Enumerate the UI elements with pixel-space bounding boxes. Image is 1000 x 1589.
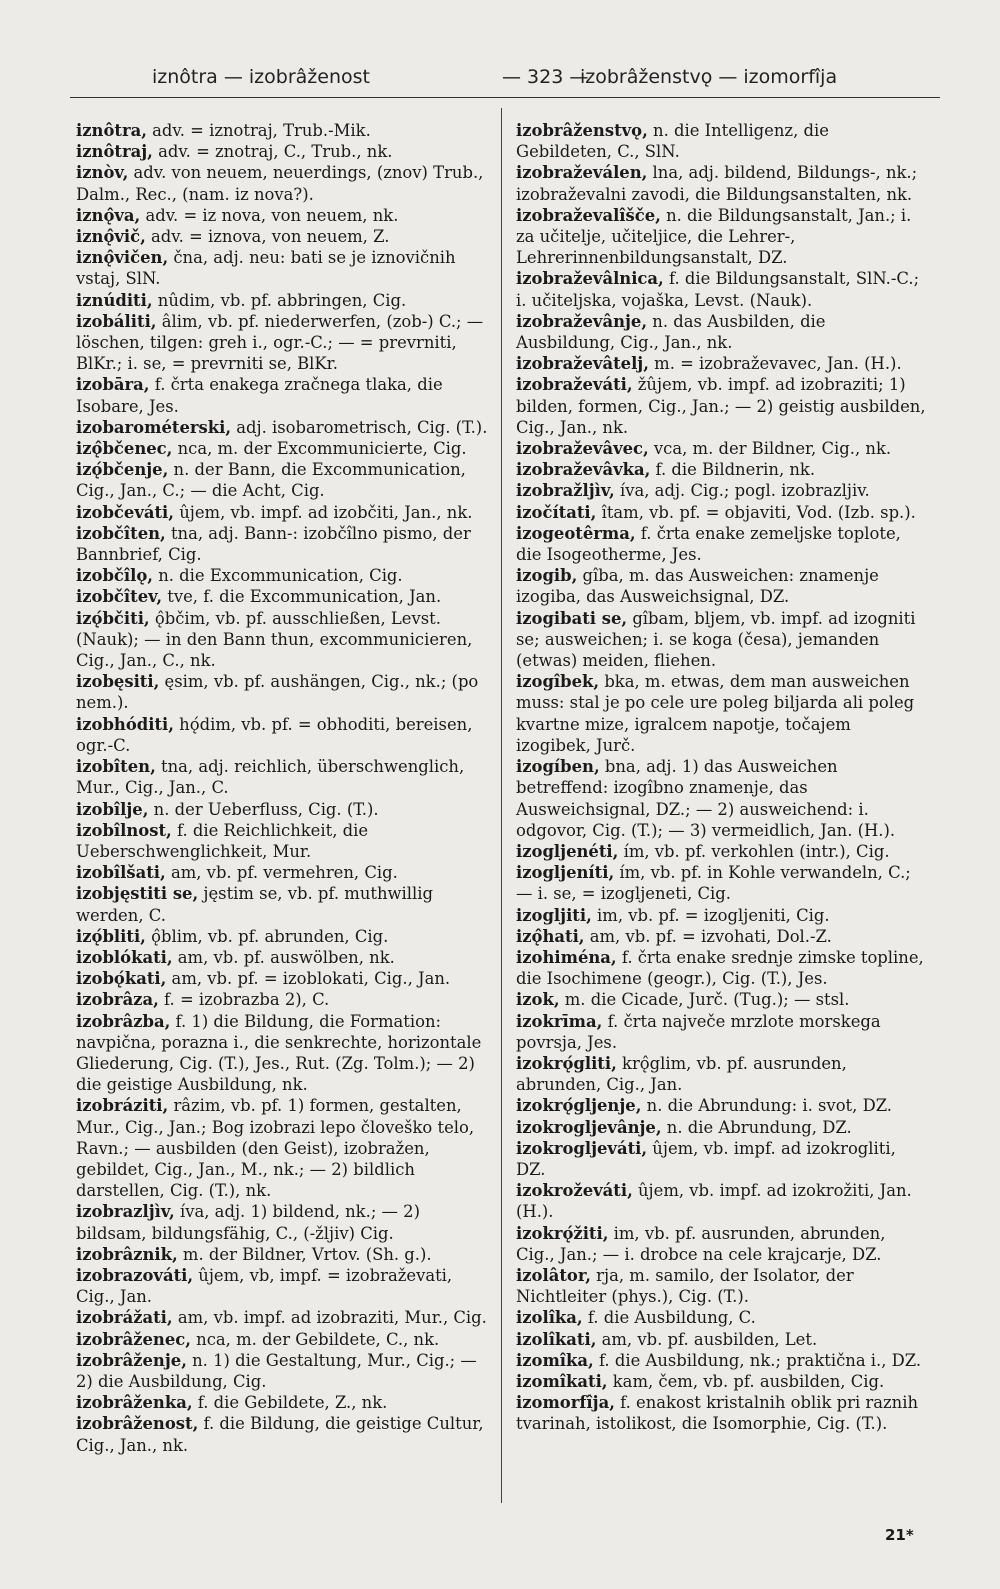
dictionary-entry: [516, 1223, 928, 1265]
dictionary-entry: [76, 459, 488, 501]
entry-headword: izokrǫ́gliti,: [516, 1053, 617, 1073]
entry-definition: ûjem, vb. impf. ad izobčiti, Jan., nk.: [173, 502, 473, 522]
dictionary-entry: [76, 1413, 488, 1455]
dictionary-entry: [516, 502, 928, 523]
entry-definition: âlim, vb. pf. niederwerfen, (zob-) C.; — löschen, tilgen: greh i., ogr.-C.; — = prevrniti, BlKr.; i. se, = prevrniti se, BlKr.: [76, 311, 484, 374]
page-number: — 323 —: [502, 66, 589, 88]
entry-definition: bka, m. etwas, dem man ausweichen muss: stal je po cele ure poleg biljarda ali poleg kvartne mize, igralcem napotje, točajem izogibek, Jurč.: [516, 672, 915, 755]
dictionary-entry: [76, 1350, 488, 1392]
entry-definition: f. die Bildungsanstalt, SlN.-C.; i. učiteljska, vojaška, Levst. (Nauk).: [516, 269, 920, 310]
dictionary-entry: [516, 671, 928, 756]
entry-headword: iznôtra,: [76, 121, 147, 140]
entry-definition: f. die Bildung, die geistige Cultur, Cig., Jan., nk.: [76, 1414, 484, 1455]
entry-definition: n. die Abrundung: i. svot, DZ.: [641, 1096, 893, 1116]
entry-definition: n. die Abrundung, DZ.: [661, 1117, 852, 1137]
entry-headword: izobrazováti,: [76, 1265, 194, 1285]
entry-headword: izobáliti,: [76, 311, 157, 331]
entry-definition: nûdim, vb. pf. abbringen, Cig.: [152, 290, 407, 310]
entry-definition: am, vb. pf. auswölben, nk.: [172, 947, 395, 967]
entry-headword: izobîlšati,: [76, 863, 166, 883]
dictionary-entry: [76, 565, 488, 586]
entry-definition: f. črta enake zemeljske toplote, die Isogeotherme, Jes.: [516, 523, 901, 565]
dictionary-entry: [516, 162, 928, 204]
entry-definition: nca, m. der Excommunicierte, Cig.: [172, 439, 467, 459]
entry-definition: tna, adj. reichlich, überschwenglich, Mur., Cig., Jan., C.: [76, 757, 465, 798]
dictionary-entry: [516, 268, 928, 310]
entry-headword: izobîlnost,: [76, 820, 172, 840]
entry-definition: ûjem, vb. impf. ad izokrogliti, DZ.: [516, 1138, 896, 1179]
dictionary-entry: [76, 1011, 488, 1096]
entry-headword: izogíben,: [516, 757, 600, 777]
dictionary-entry: [516, 926, 928, 947]
dictionary-entry: [516, 1329, 928, 1350]
entry-definition: íva, adj. Cig.; pogl. izobrazljiv.: [614, 481, 870, 501]
entry-headword: izobrâženec,: [76, 1329, 191, 1349]
entry-definition: vca, m. der Bildner, Cig., nk.: [648, 439, 892, 459]
entry-headword: izogibati se,: [516, 608, 628, 628]
entry-headword: izobčîten,: [76, 523, 166, 543]
dictionary-entry: [516, 1350, 928, 1371]
entry-headword: izogljeníti,: [516, 863, 615, 883]
entry-headword: izobrážati,: [76, 1308, 173, 1328]
entry-headword: izokroževáti,: [516, 1181, 633, 1201]
entry-headword: izobčîtev,: [76, 587, 163, 607]
entry-headword: izobāra,: [76, 375, 150, 395]
dictionary-entry: [516, 1180, 928, 1222]
entry-definition: gîba, m. das Ausweichen: znamenje izogiba, das Ausweichsignal, DZ.: [516, 566, 879, 607]
dictionary-entry: [516, 1138, 928, 1180]
entry-headword: izogeotêrma,: [516, 523, 636, 543]
entry-definition: f. die Ausbildung, C.: [582, 1308, 756, 1328]
entry-headword: izobjęstiti se,: [76, 884, 199, 904]
entry-definition: m. der Bildner, Vrtov. (Sh. g.).: [177, 1244, 432, 1264]
dictionary-entry: [76, 523, 488, 565]
entry-headword: iznúditi,: [76, 290, 153, 310]
entry-definition: ím, vb. pf. in Kohle verwandeln, C.; — i. se, = izogljeneti, Cig.: [516, 863, 911, 904]
dictionary-entry: [516, 608, 928, 672]
entry-definition: am, vb. pf. ausbilden, Let.: [596, 1329, 818, 1349]
entry-definition: gîbam, bljem, vb. impf. ad izogniti se; ausweichen; i. se koga (česa), jemanden (etwas) meiden, fliehen.: [516, 608, 916, 671]
entry-headword: izobhóditi,: [76, 714, 174, 734]
entry-definition: ǫ̂blim, vb. pf. abrunden, Cig.: [145, 926, 389, 946]
entry-headword: izobraževalîšče,: [516, 205, 661, 225]
entry-headword: izobraževálen,: [516, 163, 648, 183]
entry-definition: adv. = iznova, von neuem, Z.: [145, 227, 390, 247]
entry-headword: izobráziti,: [76, 1096, 169, 1116]
dictionary-entry: [76, 671, 488, 713]
entry-definition: jęstim se, vb. pf. muthwillig werden, C.: [76, 884, 434, 925]
entry-definition: n. der Ueberfluss, Cig. (T.).: [148, 799, 379, 819]
entry-headword: izobęsiti,: [76, 672, 160, 692]
dictionary-entry: [76, 989, 488, 1010]
entry-definition: am, vb. pf. = izvohati, Dol.-Z.: [584, 926, 832, 946]
entry-definition: im, vb. pf. = izogljeniti, Cig.: [591, 905, 830, 925]
dictionary-entry: [76, 1244, 488, 1265]
dictionary-entry: [516, 947, 928, 989]
entry-headword: izokrogljeváti,: [516, 1138, 648, 1158]
entry-headword: izobraževâvka,: [516, 460, 651, 480]
entry-headword: izobrâznik,: [76, 1244, 178, 1264]
entry-headword: izobîten,: [76, 757, 156, 777]
entry-headword: iznôtraj,: [76, 142, 153, 162]
entry-headword: izobrâženost,: [76, 1414, 199, 1434]
entry-headword: izǫ̂hati,: [516, 926, 585, 946]
dictionary-entry: [516, 1053, 928, 1095]
entry-definition: tve, f. die Excommunication, Jan.: [162, 587, 442, 607]
entry-definition: m. = izobraževavec, Jan. (H.).: [648, 354, 902, 374]
dictionary-entry: [516, 989, 928, 1010]
dictionary-entry: [516, 459, 928, 480]
entry-headword: izobrâženka,: [76, 1393, 193, 1413]
dictionary-entry: [516, 905, 928, 926]
dictionary-entry: [516, 1011, 928, 1053]
right-column: [516, 120, 928, 1435]
dictionary-entry: [76, 799, 488, 820]
entry-definition: m. die Cicade, Jurč. (Tug.); — stsl.: [559, 990, 850, 1010]
entry-headword: izohiména,: [516, 947, 617, 967]
left-column: [76, 120, 488, 1456]
entry-definition: f. črta enake srednje zimske topline, die Isochimene (geogr.), Cig. (T.), Jes.: [516, 947, 924, 989]
dictionary-entry: [516, 862, 928, 904]
entry-headword: izolâtor,: [516, 1265, 591, 1285]
dictionary-entry: [76, 1329, 488, 1350]
dictionary-entry: [76, 374, 488, 416]
entry-headword: izogîbek,: [516, 672, 600, 692]
entry-definition: n. 1) die Gestaltung, Mur., Cig.; — 2) die Ausbildung, Cig.: [76, 1350, 477, 1391]
dictionary-entry: [516, 1392, 928, 1434]
entry-definition: adv. = znotraj, C., Trub., nk.: [152, 142, 393, 162]
entry-headword: izokrǫ́žiti,: [516, 1223, 609, 1243]
entry-headword: izomorfîja,: [516, 1393, 615, 1413]
entry-definition: am, vb. pf. = izoblokati, Cig., Jan.: [166, 969, 451, 989]
entry-definition: ûjem, vb, impf. = izobraževati, Cig., Jan.: [76, 1265, 453, 1307]
entry-definition: krǫ̂glim, vb. pf. ausrunden, abrunden, Cig., Jan.: [516, 1053, 847, 1095]
entry-definition: f. enakost kristalnih oblik pri raznih tvarinah, istolikost, die Isomorphie, Cig. (T.).: [516, 1393, 919, 1434]
entry-definition: ǫ̂bčim, vb. pf. ausschließen, Levst. (Nauk); — in den Bann thun, excommunicieren, Cig., Jan., C., nk.: [76, 608, 473, 671]
header-rule: [70, 97, 940, 98]
entry-definition: îtam, vb. pf. = objaviti, Vod. (Izb. sp.).: [596, 502, 916, 522]
dictionary-entry: [76, 926, 488, 947]
entry-definition: am, vb. pf. vermehren, Cig.: [165, 863, 398, 883]
entry-headword: iznǫ̂va,: [76, 205, 141, 225]
entry-definition: f. črta največe mrzlote morskega povrsja, Jes.: [516, 1011, 881, 1052]
dictionary-entry: [76, 756, 488, 798]
entry-definition: adv. = iznotraj, Trub.-Mik.: [146, 121, 371, 140]
entry-definition: bna, adj. 1) das Ausweichen betreffend: izogîbno znamenje, das Ausweichsignal, DZ.; — 2) ausweichend: i. odgovor, Cig. (T.); — 3) vermeidlich, Jan. (H.).: [516, 757, 896, 840]
entry-definition: kam, čem, vb. pf. ausbilden, Cig.: [607, 1371, 885, 1391]
entry-headword: izobrâzba,: [76, 1011, 171, 1031]
dictionary-entry: [516, 1117, 928, 1138]
entry-definition: f. črta enakega zračnega tlaka, die Isobare, Jes.: [76, 375, 443, 416]
entry-headword: izobǫ́kati,: [76, 969, 167, 989]
entry-definition: râzim, vb. pf. 1) formen, gestalten, Mur., Cig., Jan.; Bog izobrazi lepo človeško telo, Ravn.; — ausbilden (den Geist), izobražen, gebildet, Cig., Jan., M., nk.; — 2) bildlich darstellen, Cig. (T.), nk.: [76, 1096, 475, 1201]
entry-headword: izolîkati,: [516, 1329, 597, 1349]
entry-headword: izobarométerski,: [76, 417, 232, 437]
dictionary-entry: [76, 205, 488, 226]
entry-definition: n. die Bildungsanstalt, Jan.; i. za učitelje, učiteljice, die Lehrer-, Lehrerinnenbildungsanstalt, DZ.: [516, 205, 912, 268]
entry-headword: izobraževáti,: [516, 375, 633, 395]
dictionary-entry: [76, 1265, 488, 1307]
entry-definition: žûjem, vb. impf. ad izobraziti; 1) bilden, formen, Cig., Jan.; — 2) geistig ausbilden, Cig., Jan., nk.: [516, 375, 926, 437]
entry-headword: izǫ́bčenje,: [76, 460, 169, 480]
entry-headword: izobčîlǫ,: [76, 566, 153, 586]
dictionary-entry: [76, 311, 488, 375]
entry-headword: izobražljìv,: [516, 481, 615, 501]
dictionary-entry: [76, 947, 488, 968]
dictionary-entry: [76, 1095, 488, 1201]
entry-definition: tna, adj. Bann-: izobčîlno pismo, der Bannbrief, Cig.: [76, 523, 471, 565]
dictionary-entry: [76, 502, 488, 523]
dictionary-entry: [516, 374, 928, 438]
entry-definition: adj. isobarometrisch, Cig. (T.).: [231, 417, 488, 437]
dictionary-entry: [516, 1371, 928, 1392]
entry-headword: izobčeváti,: [76, 502, 174, 522]
entry-headword: izok,: [516, 990, 560, 1010]
header-right-range: izobrâženstvǫ — izomorfîja: [580, 66, 838, 88]
dictionary-entry: [76, 226, 488, 247]
entry-headword: izogljenéti,: [516, 841, 619, 861]
entry-headword: izobraževâlnica,: [516, 269, 664, 289]
entry-headword: iznǫ̂vič,: [76, 227, 146, 247]
entry-definition: čna, adj. neu: bati se je iznovičnih vstaj, SlN.: [76, 248, 456, 289]
entry-definition: f. die Bildnerin, nk.: [650, 460, 816, 480]
dictionary-entry: [76, 120, 488, 141]
entry-definition: ím, vb. pf. verkohlen (intr.), Cig.: [618, 841, 890, 861]
dictionary-entry: [76, 820, 488, 862]
dictionary-entry: [76, 883, 488, 925]
dictionary-entry: [76, 141, 488, 162]
entry-headword: izobrâženje,: [76, 1350, 187, 1370]
entry-headword: izobîlje,: [76, 799, 149, 819]
dictionary-entry: [516, 353, 928, 374]
dictionary-entry: [516, 311, 928, 353]
entry-definition: n. das Ausbilden, die Ausbildung, Cig., Jan., nk.: [516, 311, 826, 353]
dictionary-entry: [76, 162, 488, 204]
dictionary-entry: [76, 247, 488, 289]
entry-headword: izǫ̂bčenec,: [76, 439, 173, 459]
entry-definition: ûjem, vb. impf. ad izokrožiti, Jan. (H.).: [516, 1181, 912, 1222]
entry-headword: izokrǫ́gljenje,: [516, 1096, 642, 1116]
entry-definition: am, vb. impf. ad izobraziti, Mur., Cig.: [172, 1308, 487, 1328]
entry-headword: izogib,: [516, 566, 578, 586]
page-header: [70, 60, 930, 96]
entry-definition: im, vb. pf. ausrunden, abrunden, Cig., Jan.; — i. drobce na cele krajcarje, DZ.: [516, 1223, 886, 1264]
dictionary-entry: [76, 968, 488, 989]
dictionary-entry: [76, 438, 488, 459]
entry-definition: hǫ́dim, vb. pf. = obhoditi, bereisen, ogr.-C.: [76, 714, 473, 755]
dictionary-entry: [76, 290, 488, 311]
entry-headword: izobraževânje,: [516, 311, 648, 331]
dictionary-entry: [516, 1307, 928, 1328]
entry-definition: adv. von neuem, neuerdings, (znov) Trub., Dalm., Rec., (nam. iz nova?).: [76, 163, 484, 204]
entry-definition: adv. = iz nova, von neuem, nk.: [140, 205, 399, 225]
dictionary-entry: [76, 1392, 488, 1413]
entry-headword: izočítati,: [516, 502, 597, 522]
dictionary-entry: [516, 565, 928, 607]
entry-definition: f. 1) die Bildung, die Formation: navpična, poraznа i., die senkrechte, horizontale Gliederung, Cig. (T.), Jes., Rut. (Zg. Tolm.); — 2) die geistige Ausbildung, nk.: [76, 1011, 482, 1095]
dictionary-entry: [516, 523, 928, 565]
entry-definition: rja, m. samilo, der Isolator, der Nichtleiter (phys.), Cig. (T.).: [516, 1265, 854, 1307]
entry-definition: íva, adj. 1) bildend, nk.; — 2) bildsam, bildungsfähig, C., (-žljiv) Cig.: [76, 1202, 420, 1243]
dictionary-entry: [76, 417, 488, 438]
dictionary-entry: [516, 438, 928, 459]
dictionary-entry: [516, 205, 928, 269]
entry-definition: f. = izobrazba 2), C.: [158, 990, 330, 1010]
header-left-range: iznôtra — izobrâženost: [152, 66, 370, 88]
entry-headword: izobrâženstvǫ,: [516, 121, 648, 140]
entry-definition: n. die Excommunication, Cig.: [153, 566, 403, 586]
entry-headword: izolîka,: [516, 1308, 583, 1328]
entry-definition: f. die Ausbildung, nk.; praktična i., DZ.: [593, 1350, 922, 1370]
dictionary-entry: [76, 862, 488, 883]
dictionary-entry: [76, 714, 488, 756]
entry-definition: n. die Intelligenz, die Gebildeten, C., SlN.: [516, 121, 829, 162]
dictionary-entry: [516, 1265, 928, 1307]
dictionary-entry: [516, 756, 928, 841]
dictionary-entry: [76, 1201, 488, 1243]
dictionary-entry: [76, 1307, 488, 1328]
dictionary-entry: [516, 841, 928, 862]
entry-headword: izǫ́bčiti,: [76, 608, 150, 628]
dictionary-entry: [76, 608, 488, 672]
entry-definition: lna, adj. bildend, Bildungs-, nk.; izobraževalni zavodi, die Bildungsanstalten, nk.: [516, 163, 918, 204]
entry-definition: nca, m. der Gebildete, C., nk.: [190, 1329, 440, 1349]
dictionary-entry: [516, 480, 928, 501]
entry-headword: izoblókati,: [76, 947, 173, 967]
entry-headword: izobraževâtelj,: [516, 354, 649, 374]
signature-mark: 21*: [885, 1526, 914, 1544]
dictionary-entry: [516, 1095, 928, 1116]
entry-headword: izokrīma,: [516, 1011, 603, 1031]
entry-headword: izoglјiti,: [516, 905, 592, 925]
dictionary-entry: [516, 120, 928, 162]
entry-definition: n. der Bann, die Excommunication, Cig., Jan., C.; — die Acht, Cig.: [76, 460, 466, 501]
entry-definition: ęsim, vb. pf. aushängen, Cig., nk.; (po nem.).: [76, 672, 479, 713]
entry-headword: iznòv,: [76, 163, 129, 183]
entry-headword: izobraževâvec,: [516, 439, 649, 459]
entry-headword: izobrâza,: [76, 990, 159, 1010]
entry-headword: izomîka,: [516, 1350, 594, 1370]
entry-headword: izǫ́bliti,: [76, 926, 146, 946]
entry-headword: izomîkati,: [516, 1371, 608, 1391]
entry-definition: f. die Reichlichkeit, die Ueberschwenglichkeit, Mur.: [76, 820, 369, 861]
entry-headword: iznǫ̂vičen,: [76, 248, 169, 268]
dictionary-entry: [76, 586, 488, 607]
entry-headword: izobrazljìv,: [76, 1202, 175, 1222]
entry-definition: f. die Gebildete, Z., nk.: [192, 1393, 388, 1413]
column-divider: [501, 108, 502, 1503]
entry-headword: izokrogljevânje,: [516, 1117, 662, 1137]
